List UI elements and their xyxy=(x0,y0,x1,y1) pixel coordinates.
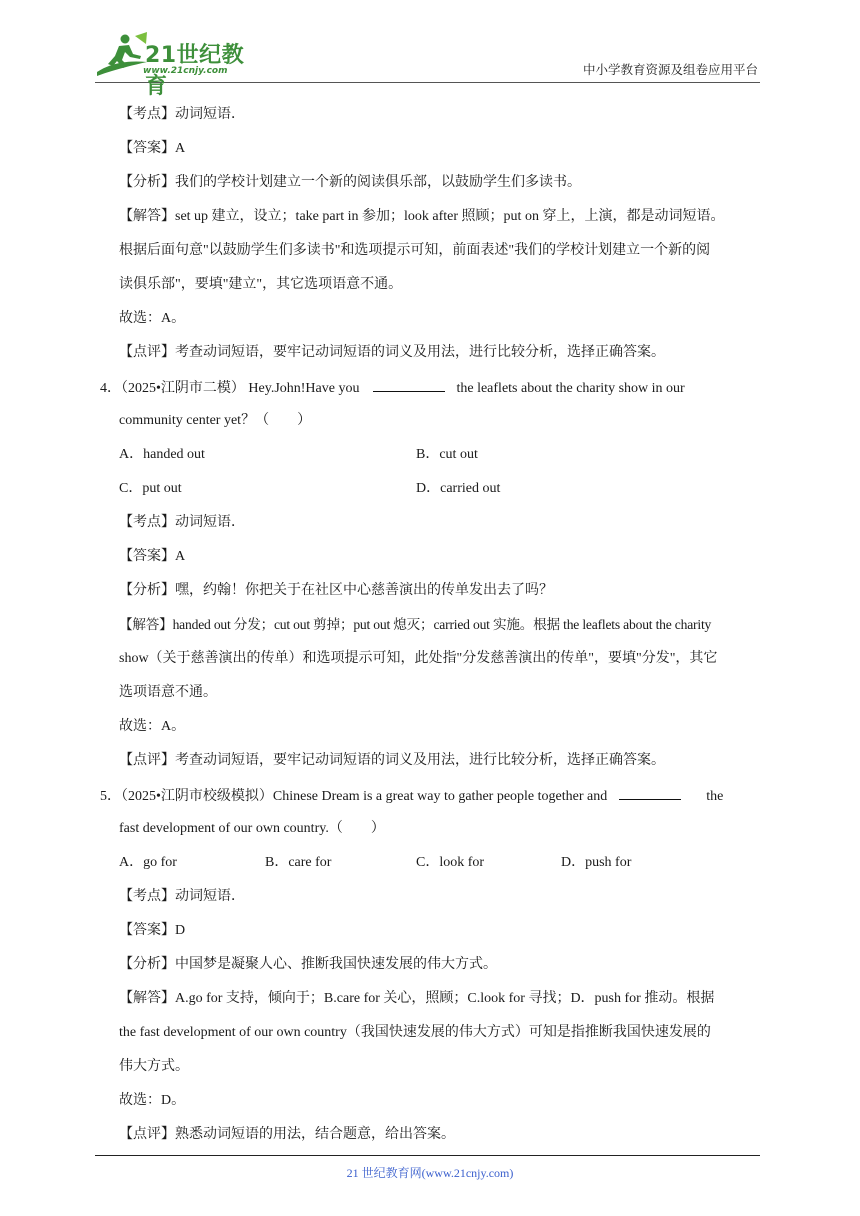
q4-answer: 【答案】A xyxy=(119,549,186,564)
q5-jieda-line1: 【解答】A.go for 支持，倾向于；B.care for 关心，照顾；C.look for 寻找；D．push for 推动。根据 xyxy=(119,991,715,1006)
q5-fenxi: 【分析】中国梦是凝聚人心、推断我国快速发展的伟大方式。 xyxy=(119,957,497,972)
q4-guxuan: 故选：A。 xyxy=(119,719,186,734)
q3-guxuan: 故选：A。 xyxy=(119,311,186,326)
q5-stem-a: 5．（2025•江阴市校级模拟）Chinese Dream is a great way to gather people together and xyxy=(100,789,608,804)
footer-divider xyxy=(95,1155,760,1156)
q5-option-c[interactable]: C．look for xyxy=(416,855,485,870)
logo-text: 21世纪教育 xyxy=(145,43,245,99)
q4-jieda-line2: show（关于慈善演出的传单）和选项提示可知，此处指"分发慈善演出的传单"，要填"分发"，其它 xyxy=(119,651,718,666)
q4-stem-line1 xyxy=(100,377,763,399)
q5-stem-line2: fast development of our own country.（ ） xyxy=(119,821,385,836)
q4-option-c[interactable]: C．put out xyxy=(119,481,182,496)
q4-dianping: 【点评】考查动词短语，要牢记动词短语的词义及用法，进行比较分析，选择正确答案。 xyxy=(119,753,665,768)
q5-option-d[interactable]: D．push for xyxy=(561,855,632,870)
q4-fenxi: 【分析】嘿，约翰！你把关于在社区中心慈善演出的传单发出去了吗？ xyxy=(119,583,553,598)
q3-fenxi: 【分析】我们的学校计划建立一个新的阅读俱乐部，以鼓励学生们多读书。 xyxy=(119,175,581,190)
q4-option-d[interactable]: D．carried out xyxy=(416,481,501,496)
platform-title: 中小学教育资源及组卷应用平台 xyxy=(582,63,758,77)
q3-kaodian: 【考点】动词短语． xyxy=(119,107,245,122)
q5-kaodian: 【考点】动词短语． xyxy=(119,889,245,904)
q3-answer: 【答案】A xyxy=(119,141,186,156)
site-logo[interactable] xyxy=(95,30,265,99)
q4-stem-a: 4．（2025•江阴市二模） Hey.John!Have you xyxy=(100,381,360,396)
q5-stem-b: the xyxy=(706,789,724,804)
q5-dianping: 【点评】熟悉动词短语的用法，结合题意，给出答案。 xyxy=(119,1127,455,1142)
q5-stem-line1 xyxy=(100,785,763,807)
q4-option-b[interactable]: B．cut out xyxy=(416,447,478,462)
footer-link[interactable]: 21 世纪教育网(www.21cnjy.com) xyxy=(346,1166,514,1180)
q3-jieda-line2: 根据后面句意"以鼓励学生们多读书"和选项提示可知，前面表述"我们的学校计划建立一个新的阅 xyxy=(119,243,711,258)
q4-kaodian: 【考点】动词短语． xyxy=(119,515,245,530)
q5-answer-blank[interactable] xyxy=(619,785,681,800)
q4-answer-blank[interactable] xyxy=(373,377,445,392)
q4-jieda-line3: 选项语意不通。 xyxy=(119,685,217,700)
page-header xyxy=(95,30,760,99)
q4-stem-line2: community center yet？（ ） xyxy=(119,413,312,428)
q5-jieda-line3: 伟大方式。 xyxy=(119,1059,189,1074)
q5-option-a[interactable]: A．go for xyxy=(119,855,177,870)
q5-option-b[interactable]: B．care for xyxy=(265,855,332,870)
q4-jieda-line1: 【解答】handed out 分发；cut out 剪掉；put out 熄灭；carried out 实施。根据 the leaflets about the charity xyxy=(119,617,712,632)
q5-guxuan: 故选：D。 xyxy=(119,1093,186,1108)
logo-url: www.21cnjy.com xyxy=(143,66,228,76)
q3-jieda-line1: 【解答】set up 建立，设立；take part in 参加；look after 照顾；put on 穿上，上演，都是动词短语。 xyxy=(119,209,725,224)
q4-stem-b: the leaflets about the charity show in our xyxy=(456,381,685,396)
q3-jieda-line3: 读俱乐部"，要填"建立"，其它选项语意不通。 xyxy=(119,277,403,292)
q5-answer: 【答案】D xyxy=(119,923,186,938)
q3-dianping: 【点评】考查动词短语，要牢记动词短语的词义及用法，进行比较分析，选择正确答案。 xyxy=(119,345,665,360)
q4-option-a[interactable]: A．handed out xyxy=(119,447,205,462)
q5-jieda-line2: the fast development of our own country（我国快速发展的伟大方式）可知是指推断我国快速发展的 xyxy=(119,1025,711,1040)
